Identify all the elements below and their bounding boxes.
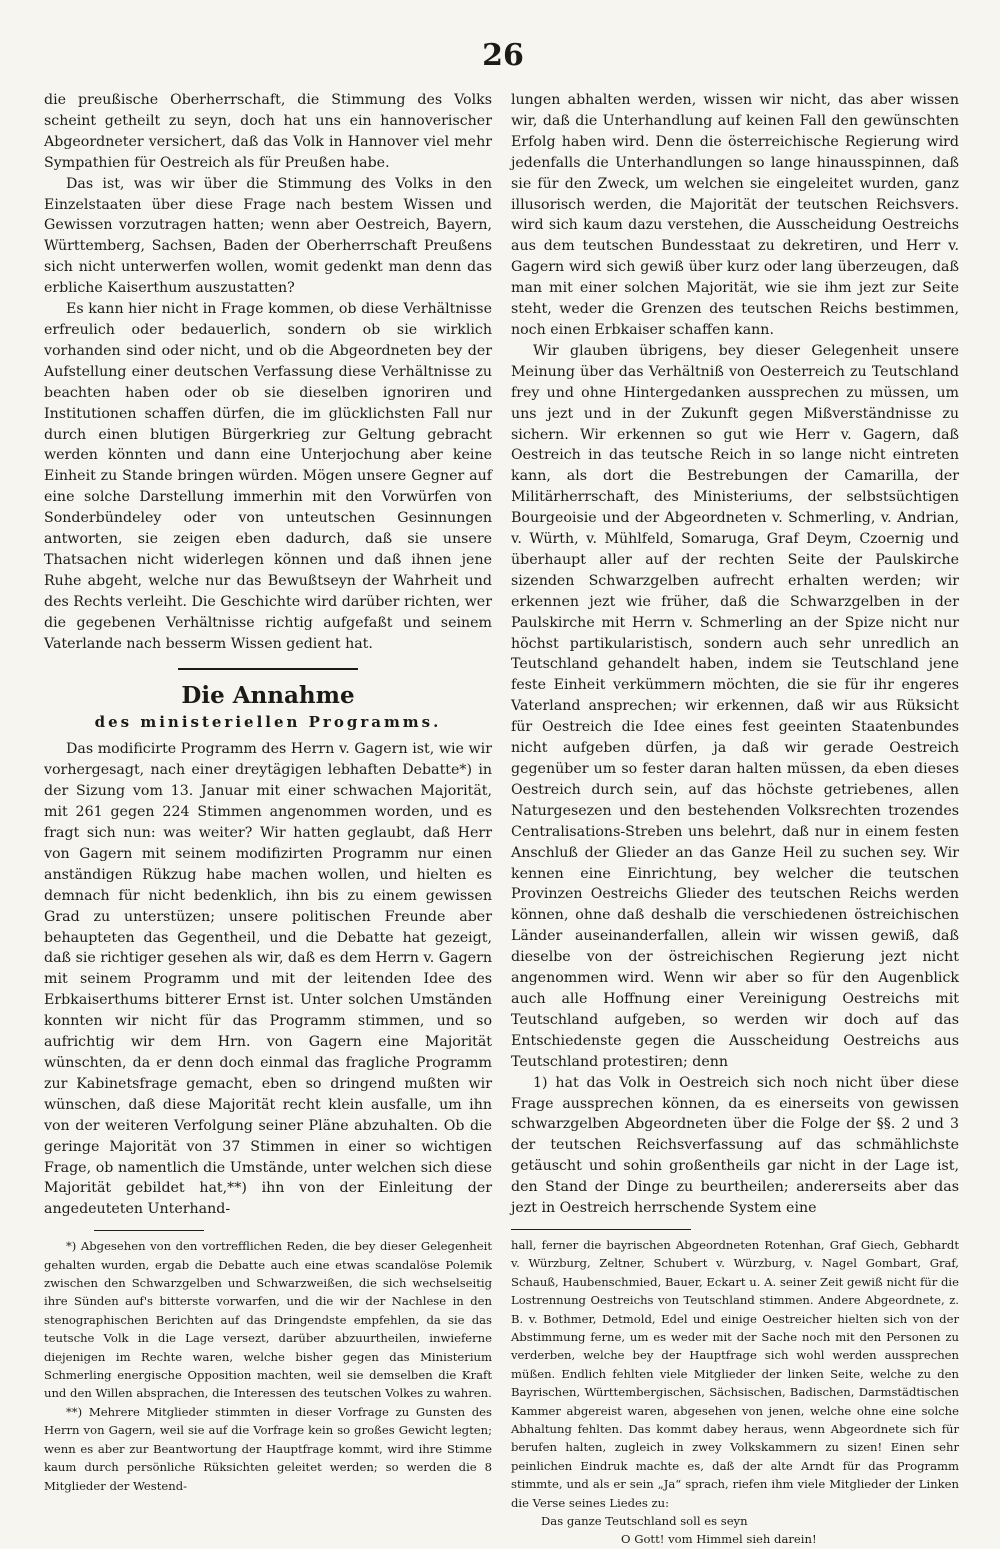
paragraph: Das ist, was wir über die Stimmung des Volks in den Einzelstaaten über diese Frage nach bestem Wissen und Gewissen vorzutragen hatten; wenn aber Oestreich, Bayern, Württemberg, Sachsen, Baden der Oberherrschaft Preußens sich nicht unterwerfen wollen, womit gedenkt man denn das erbliche Kaiserthum auszustatten?: [44, 175, 492, 297]
footnote-divider: [511, 1229, 691, 1230]
paragraph: Wir glauben übrigens, bey dieser Gelegenheit unsere Meinung über das Verhältniß von Oesterreich zu Teutschland frey und ohne Hintergedanken aussprechen zu müssen, um uns jezt und in der Zukunft gegen Mißverständnisse zu sichern. Wir erkennen so gut wie Herr v. Gagern, daß Oestreich in das teutsche Reich in so lange nicht eintreten kann, als dort die Bestrebungen der Camarilla, der Militärherrschaft, des Ministeriums, der selbstsüchtigen Bourgeoisie und der Abgeordneten v. Schmerling, v. Andrian, v. Würth, v. Mühlfeld, Somaruga, Graf Deym, Czoernig und überhaupt aller auf der rechten Seite der Paulskirche sizenden Schwarzgelben aufrecht erhalten werden; wir erkennen jezt wie früher, daß die Schwarzgelben in der Paulskirche mit Herrn v. Schmerling an der Spize nicht nur höchst partikularistisch, sondern auch sehr unredlich an Teutschland gehandelt haben, indem sie Teutschland jene feste Einheit verkümmern möchten, die sie für ihr engeres Vaterland ansprechen; wir erkennen, daß wir aus Rüksicht für Oestreich die Idee eines fest geeinten Staatenbundes nicht aufgeben dürfen, ja daß wir gerade Oestreich gegenüber um so fester daran halten müssen, da eben dieses Oestreich durch sein, auf das höchste getriebenes, allen Naturgesezen und den bestehenden Volksrechten trozendes Centralisations-Streben uns belehrt, daß nur in einem festen Anschluß der Glieder an das Ganze Heil zu suchen sey. Wir kennen eine Einrichtung, bey welcher die teutschen Provinzen Oestreichs Glieder des teutschen Reichs werden können, ohne daß deshalb die verschiedenen östreichischen Länder auseinanderfallen, allein wir wissen gewiß, daß dieselbe von der östreichischen Regierung jezt nicht angenommen wird. Wenn wir aber so für den Augenblick auch alle Hoffnung einer Vereinigung Oestreichs mit Teutschland aufgeben, so werden wir doch auf das Entschiedenste gegen die Ausscheidung Oestreichs aus Teutschland protestiren; denn: [511, 342, 959, 1070]
paragraph: Das modificirte Programm des Herrn v. Gagern ist, wie wir vorhergesagt, nach einer dreytägigen lebhaften Debatte*) in der Sizung vom 13. Januar mit einer schwachen Majorität, mit 261 gegen 224 Stimmen angenommen worden, und es fragt sich nun: was weiter? Wir hatten geglaubt, daß Herr von Gagern mit seinem modifizirten Programm nur einen anständigen Rükzug habe machen wollen, und hielten es demnach für nicht bedenklich, ihn bis zu einem gewissen Grad zu unterstüzen; unsere politischen Freunde aber behaupteten das Gegentheil, und die Debatte hat gezeigt, daß sie richtiger gesehen als wir, daß es dem Herrn v. Gagern mit seinem Programm und mit der leitenden Idee des Erbkaiserthums bitterer Ernst ist. Unter solchen Umständen konnten wir nicht für das Programm stimmen, und so aufrichtig wir dem Hrn. von Gagern eine Majorität wünschten, da er denn doch einmal das fragliche Programm zur Kabinetsfrage gemacht, eben so dringend mußten wir wünschen, daß diese Majorität recht klein ausfalle, um ihn von der weiteren Verfolgung seiner Pläne abzuhalten. Ob die geringe Majorität von 37 Stimmen in einer so wichtigen Frage, ob namentlich die Umstände, unter welchen sich diese Majorität gebildet hat,**) ihn von der Einleitung der angedeuteten Unterhand-: [44, 741, 492, 1218]
footnote: *) Abgesehen von den vortrefflichen Reden, die bey dieser Gelegenheit gehalten wurden, ergab die Debatte auch eine etwas scandalöse Polemik zwischen den Schwarzgelben und Schwarzweißen, die sich wechselseitig ihre Sünden auf's bitterste vorwarfen, und die wir der Nachlese in den stenographischen Berichten auf das Dringendste empfehlen, da sie das teutsche Volk in die Lage versezt, darüber abzuurtheilen, inwieferne diejenigen im Rechte waren, welche bisher gegen das Ministerium Schmerling energische Opposition machten, weil sie demselben die Kraft und den Willen absprachen, die Interessen des teutschen Volkes zu wahren.: [44, 1239, 492, 1401]
section-divider: [178, 668, 358, 670]
footnote-divider: [94, 1230, 204, 1231]
paragraph: 1) hat das Volk in Oestreich sich noch nicht über diese Frage aussprechen können, da es einerseits von gewissen schwarzgelben Abgeordneten über die Folge der §§. 2 und 3 der teutschen Reichsverfassung auf das schmählichste getäuscht und sohin großentheils gar nicht in der Lage ist, den Stand der Dinge zu beurtheilen; andererseits aber das jezt in Oestreich herrschende System eine: [511, 1074, 959, 1217]
article-subheadline: des ministeriellen Programms.: [94, 713, 442, 732]
verse-line: O Gott! vom Himmel sieh darein!: [621, 1532, 817, 1547]
paragraph: die preußische Oberherrschaft, die Stimmung des Volks scheint getheilt zu seyn, doch hat uns ein hannoverischer Abgeordneter versichert, daß das Volk in Hannover viel mehr Sympathien für Oestreich als für Preußen habe.: [44, 92, 492, 171]
verse-line: Das ganze Teutschland soll es seyn: [541, 1514, 748, 1529]
page-number: 26: [482, 38, 524, 73]
paragraph: lungen abhalten werden, wissen wir nicht, das aber wissen wir, daß die Unterhandlung auf keinen Fall den gewünschten Erfolg haben wird. Denn die österreichische Regierung wird jedenfalls die Unterhandlungen so lange hinausspinnen, daß sie für den Zweck, um welchen sie eingeleitet wurden, ganz illusorisch werden, die Majorität der teutschen Reichsvers. wird sich kaum dazu verstehen, die Ausscheidung Oestreichs aus dem teutschen Bundesstaat zu dekretiren, und Herr v. Gagern wird sich gewiß über kurz oder lang überzeugen, daß man mit einer solchen Majorität, wie sie ihm jezt zur Seite steht, weder die Grenzen des teutschen Reichs bestimmen, noch einen Erbkaiser schaffen kann.: [511, 92, 959, 338]
left-column: [44, 90, 492, 1495]
right-column: [511, 90, 959, 1549]
footnote-continuation: hall, ferner die bayrischen Abgeordneten Rotenhan, Graf Giech, Gebhardt v. Würzburg, Zeltner, Schubert v. Würzburg, v. Nagel Gombart, Graf, Schauß, Haubenschmied, Bauer, Eckart u. A. seiner Zeit gewiß nicht für die Lostrennung Oestreichs von Teutschland stimmen. Andere Abgeordnete, z. B. v. Bothmer, Detmold, Edel und einige Oestreicher hielten sich von der Abstimmung ferne, um es weder mit der Sache noch mit den Personen zu verderben, welche bey der Hauptfrage sich wohl werden aussprechen müßen. Endlich fehlten viele Mitglieder der linken Seite, welche zu den Bayrischen, Württembergischen, Sächsischen, Badischen, Darmstädtischen Kammer abgereist waren, abgesehen von jenen, welche ohne eine solche Abhaltung fehlten. Das kommt dabey heraus, wenn Abgeordnete sich für berufen halten, zugleich in zwey Volkskammern zu sizen! Einen sehr peinlichen Eindruk machte es, daß der alte Arndt für das Programm stimmte, und als er sein „Ja“ sprach, riefen ihm viele Mitglieder der Linken die Verse seines Liedes zu:: [511, 1237, 959, 1510]
footnote: **) Mehrere Mitglieder stimmten in dieser Vorfrage zu Gunsten des Herrn von Gagern, weil sie auf die Vorfrage kein so großes Gewicht legten; wenn es aber zur Beantwortung der Hauptfrage kommt, wird ihre Stimme kaum durch persönliche Rüksichten geleitet werden; so werden die 8 Mitglieder der Westend-: [44, 1404, 492, 1493]
paragraph: Es kann hier nicht in Frage kommen, ob diese Verhältnisse erfreulich oder bedauerlich, sondern ob sie wirklich vorhanden sind oder nicht, und ob die Abgeordneten bey der Aufstellung einer deutschen Verfassung diese Verhältnisse zu beachten haben oder ob sie dieselben ignoriren und Institutionen schaffen dürfen, die im glücklichsten Fall nur durch einen blutigen Bürgerkrieg zur Geltung gebracht werden könnten und dann eine Unterjochung aber keine Einheit zu Stande bringen würden. Mögen unsere Gegner auf eine solche Darstellung immerhin mit den Vorwürfen von Sonderbündeley oder von unteutschen Gesinnungen antworten, sie zeigen eben dadurch, daß sie unsere Thatsachen nicht widerlegen können und daß ihnen jene Ruhe abgeht, welche nur das Bewußtseyn der Wahrheit und des Rechts verleiht. Die Geschichte wird darüber richten, wer die gegebenen Verhältnisse richtig aufgefaßt und seinem Vaterlande nach besserm Wissen gedient hat.: [44, 301, 492, 652]
article-headline: Die Annahme: [181, 682, 355, 710]
